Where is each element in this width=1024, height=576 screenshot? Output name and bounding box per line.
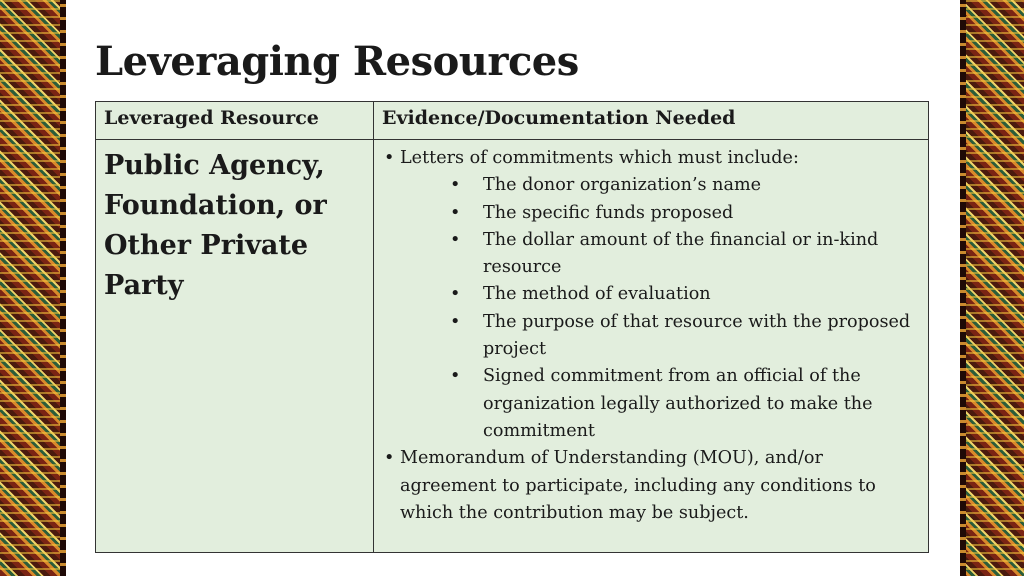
bullet-icon: • (384, 448, 395, 469)
bullet-icon: • (450, 366, 461, 387)
resource-cell: Public Agency, Foundation, or Other Private Party (96, 140, 374, 553)
slide-title: Leveraging Resources (95, 38, 579, 85)
sub-list-item (400, 281, 920, 308)
sub-list-item-text: Signed commitment from an official of the organization legally authorized to make the commitment (483, 366, 873, 441)
sub-list-item (400, 200, 920, 227)
sub-list-item-text: The specific funds proposed (483, 202, 734, 223)
table-row (96, 140, 929, 553)
evidence-cell (374, 140, 929, 553)
sub-list (400, 172, 920, 445)
bullet-icon: • (450, 202, 461, 223)
list-item-text: Letters of commitments which must include: (400, 148, 799, 168)
decorative-border-right (960, 0, 1024, 576)
table-header-row (96, 102, 929, 140)
sub-list-item (400, 227, 920, 282)
sub-list-item-text: The method of evaluation (483, 284, 711, 305)
list-item (380, 445, 920, 527)
bullet-icon: • (450, 284, 461, 305)
header-evidence-documentation: Evidence/Documentation Needed (374, 102, 929, 140)
bullet-icon: • (450, 311, 461, 332)
resources-table (95, 101, 929, 553)
header-leveraged-resource: Leveraged Resource (96, 102, 374, 140)
list-item (380, 145, 920, 445)
bullet-icon: • (384, 148, 395, 168)
sub-list-item (400, 172, 920, 199)
sub-list-item-text: The donor organization’s name (483, 175, 762, 196)
decorative-border-left (0, 0, 66, 576)
bullet-icon: • (450, 175, 461, 196)
sub-list-item-text: The purpose of that resource with the proposed project (483, 311, 911, 360)
sub-list-item (400, 309, 920, 364)
list-item-text: Memorandum of Understanding (MOU), and/or agreement to participate, including any conditions to which the contribution may be subject. (400, 448, 876, 523)
sub-list-item-text: The dollar amount of the financial or in-kind resource (483, 229, 879, 278)
evidence-list (380, 145, 920, 527)
bullet-icon: • (450, 229, 461, 250)
sub-list-item (400, 363, 920, 445)
